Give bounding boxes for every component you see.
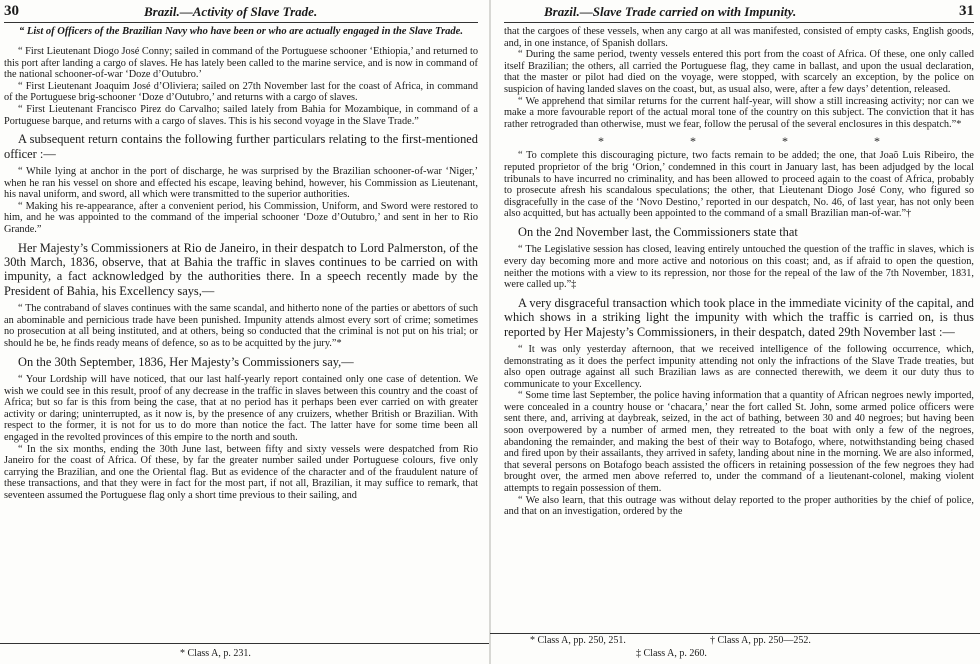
footnote-rule (490, 633, 980, 634)
quote-paragraph: “ While lying at anchor in the port of discharge, he was surprised by the Brazilian schooner-of-war ‘Niger,’ when he ran his vessel on shore and effected his escape, leaving behind, however, his Commission as Lieutenant, his naval uniform, and sword, all which were transmitted to the superior authorities. (4, 165, 478, 201)
quote-paragraph: “ The contraband of slaves continues with the same scandal, and hitherto none of the parties or abettors of such an abominable and pernicious trade have been punished. Impunity attends almost every sort of crime; sometimes no prosecution at all being instituted, and at others, being so conducted that the criminal is not put on his trial; or should he be, he finds ready means of defence, so as to be acquitted by the jury.”* (4, 303, 478, 349)
body-paragraph: A subsequent return contains the following further particulars relating to the first-mentioned officer :— (4, 132, 478, 161)
section-break-asterisks (504, 134, 974, 148)
quote-paragraph: “ To complete this discouraging picture, two facts remain to be added; the one, that Joaõ Luis Ribeiro, the reputed proprietor of the brig ‘Orion,’ condemned in this court in January last, has been adjudged by the local tribunals to have incurred no criminality, and has been allowed to proceed again to the coast of Africa, probably to prosecute afresh his scandalous speculations; the other, that Lieutenant Diogo José Cony, who figured so disgracefully in the case of the ‘Novo Destino,’ reported in our despatch, No. 46, of last year, has not only been also acquitted, but has actually been appointed to the command of a small Brazilian man-of-war.”† (504, 150, 974, 220)
quote-paragraph: “ We apprehend that similar returns for the current half-year, will show a still increasing activity; nor can we make a more favourable report of the actual moral tone of the country on this subject. The conviction that it has rather retrograded than otherwise, must we fear, follow the perusal of the several enclosures in this despatch.”* (504, 95, 974, 130)
quote-paragraph: “ First Lieutenant Diogo José Conny; sailed in command of the Portuguese schooner ‘Ethiopia,’ and returned to this port after landing a cargo of slaves. He has lately been called to the marine service, and is now in command of the national schooner-of-war ‘Doze d’Outubro.’ (4, 46, 478, 81)
footnote: † Class A, pp. 250—252. (710, 635, 811, 646)
page-number: 30 (4, 3, 19, 19)
left-running-head (4, 2, 478, 23)
body-paragraph: A very disgraceful transaction which took place in the immediate vicinity of the capital, and which shows in a striking light the impunity with which the traffic is carried on, is thus reported by Her Majesty’s Commissioners, in their despatch, dated 29th November last :— (504, 295, 974, 339)
quote-paragraph: that the cargoes of these vessels, when any cargo at all was manifested, consisted of empty casks, English goods, and, in one instance, of Spanish dollars. (504, 26, 974, 49)
asterisk: * (598, 134, 604, 149)
quote-paragraph: “ First Lieutenant Francisco Pirez do Carvalho; sailed lately from Bahia for Mozambique, in command of a Portuguese barque, and returns with a cargo of slaves. This is his second voyage in the Slave Trade.” (4, 103, 478, 127)
running-head-title: Brazil.—Activity of Slave Trade. (144, 4, 318, 19)
page-number: 31 (959, 3, 974, 19)
footnote: * Class A, p. 231. (180, 648, 251, 659)
footnote-rule (0, 643, 490, 644)
quote-paragraph: “ Your Lordship will have noticed, that our last half-yearly report contained only one case of detention. We wish we could see in this result, proof of any decrease in the traffic in slaves between this country and the coast of Africa; but so far is this from being the case, that at no period has it perhaps been ever carried on with greater activity or daring; uninterrupted, as it now is, by the presence of any cruizers, whether British or Brazilian. With respect to the former, it is not for us to do more than notice the fact. The latter have for some time been all engaged in the revolted provinces of this empire to the north and south. (4, 373, 478, 443)
body-paragraph: On the 2nd November last, the Commissioners state that (518, 224, 798, 239)
quote-paragraph: “ We also learn, that this outrage was without delay reported to the proper authorities by the chief of police, and that on an investigation, ordered by the (504, 494, 974, 518)
quote-paragraph: “ In the six months, ending the 30th June last, between fifty and sixty vessels were despatched from Rio Janeiro for the coast of Africa. Of these, by far the greater number sailed under Portuguese colours, five only carrying the Brazilian, and one the Oriental flag. But as evidence of the character and of the fraudulent nature of these transactions, and that they were in fact for the most part, if not all, Brazilian, it may suffice to remark, that seventeen assumed the Portuguese flag only a short time previous to their sailing, and (4, 443, 478, 501)
quote-paragraph: “ During the same period, twenty vessels entered this port from the coast of Africa. Of these, one only called itself Brazilian; the others, all carried the Portuguese flag, they came in ballast, and upon the usual declaration, that the master or pilot had died on the voyage, were stopped, with scarcely an exception, by the police on suspicion of having landed slaves on the coast, but, as usual also, were, after a few days’ detention, released. (504, 49, 974, 95)
running-head-title: Brazil.—Slave Trade carried on with Impunity. (544, 4, 797, 19)
body-paragraph: On the 30th September, 1836, Her Majesty’s Commissioners say,— (18, 354, 354, 369)
asterisk: * (690, 134, 696, 149)
body-paragraph: Her Majesty’s Commissioners at Rio de Janeiro, in their despatch to Lord Palmerston, of the 30th March, 1836, observe, that at Bahia the traffic in slaves continues to be carried on with impunity, a fact acknowledged by the authorities there. In a speech recently made by the President of Bahia, his Excellency says,— (4, 240, 478, 298)
right-page (490, 0, 980, 664)
asterisk: * (874, 134, 880, 149)
section-heading: “ List of Officers of the Brazilian Navy who have been or who are actually engaged in the Slave Trade. (19, 26, 463, 37)
footnote: ‡ Class A, p. 260. (636, 648, 707, 659)
quote-paragraph: “ First Lieutenant Joaquim José d’Oliviera; sailed on 27th November last for the coast of Africa, in command of the Portuguese brig-schooner ‘Doze d’Outubro,’ and returns with a cargo of slaves. (4, 80, 478, 104)
asterisk: * (782, 134, 788, 149)
right-running-head (504, 2, 974, 23)
quote-paragraph: “ Some time last September, the police having information that a quantity of African negroes newly imported, were concealed in a country house or ‘chacara,’ near the fort called St. John, some armed police officers were sent there, and, arriving at daybreak, seized, in the act of bathing, between 30 and 40 negroes; but having been soon overpowered by a number of armed men, they retreated to the boat with only a few of the negroes, abandoning the remainder, and making the best of their way to Botafogo, where, notwithstanding being chased and fired upon by their assailants, they arrived in safety, landing about nine in the morning. We are also informed, that several persons on Botafogo beach assisted the officers in retaining possession of the few negroes they had brought over, the armed men above referred to, under the command of a lieutenant-colonel, making violent attempts to regain possession of them. (504, 390, 974, 495)
quote-paragraph: “ It was only yesterday afternoon, that we received intelligence of the following occurrence, which, demonstrating as it does the perfect impunity attending not only the infractions of the Slave Trade treaties, but also open outrage against all such Brazilian laws as are connected therewith, we deem it our duty thus to communicate to your Excellency. (504, 343, 974, 390)
quote-paragraph: “ The Legislative session has closed, leaving entirely untouched the question of the traffic in slaves, which is every day becoming more and more active and notorious on this coast; and, as if afraid to open the question, neither the motions with a view to its repression, nor those for the repeal of the law of the 7th November, 1831, were called up.”‡ (504, 244, 974, 291)
footnote: * Class A, pp. 250, 251. (530, 635, 626, 646)
quote-paragraph: “ Making his re-appearance, after a convenient period, his Commission, Uniform, and Sword were restored to him, and he was appointed to the command of the imperial schooner ‘Doze d’Outubro,’ and sent in her to Rio Grande.” (4, 200, 478, 235)
